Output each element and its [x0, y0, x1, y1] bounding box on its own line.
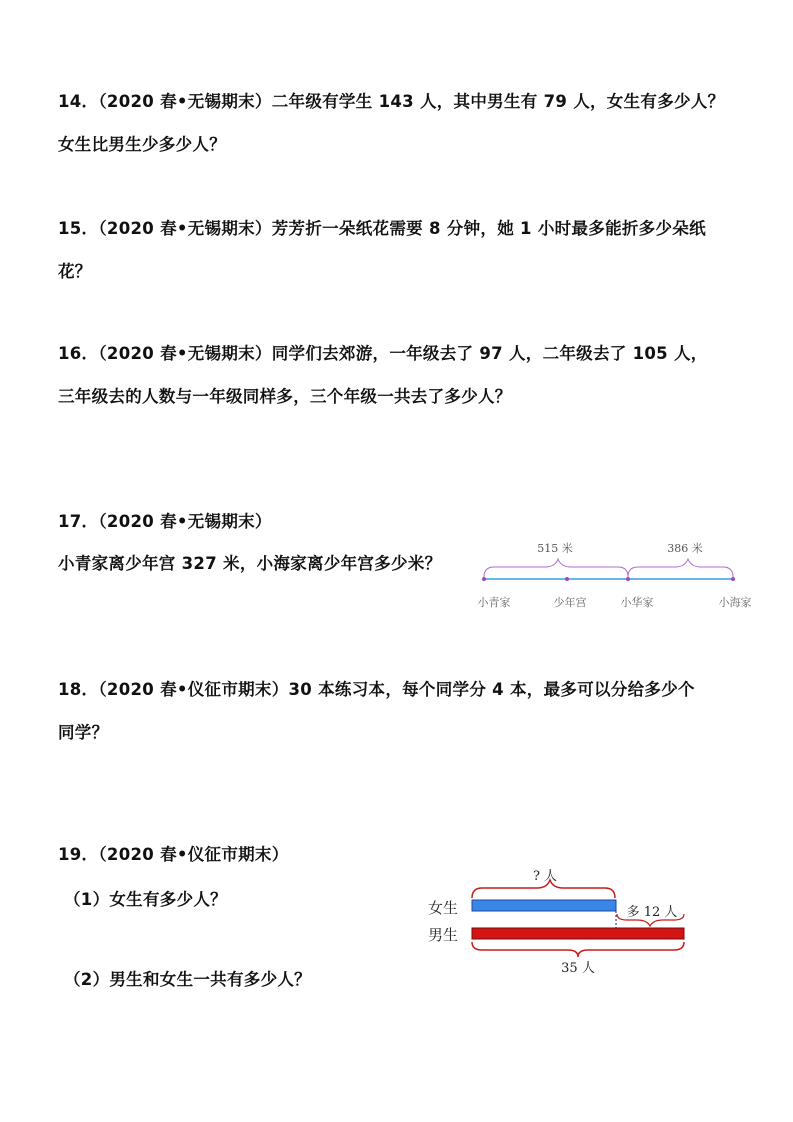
girls-label: 女生 — [428, 899, 459, 917]
total-label: 35 人 — [561, 961, 595, 976]
q17-line2: 小青家离少年宫 327 米，小海家离少年宫多少米？ — [58, 554, 442, 573]
label-xiaohai: 小海家 — [718, 596, 752, 609]
boys-label: 男生 — [428, 926, 459, 944]
q14-line2: 女生比男生少多少人？ — [58, 135, 226, 154]
label-shaoniangong: 少年宫 — [553, 596, 587, 609]
difference-label: 多 12 人 — [626, 905, 678, 920]
q19-sub1: （1）女生有多少人？ — [64, 890, 227, 909]
point-xiaohai — [731, 577, 735, 581]
distance-line-diagram — [470, 535, 770, 615]
label-xiaohua: 小华家 — [620, 596, 654, 609]
q15-line2: 花？ — [58, 262, 92, 281]
point-xiaohua — [626, 577, 630, 581]
girls-bar — [472, 900, 616, 911]
boys-bar — [472, 928, 684, 939]
q16-line1: 16．（2020 春•无锡期末）同学们去郊游，一年级去了 97 人，二年级去了 105 人， — [58, 344, 708, 363]
label-xiaoqing: 小青家 — [477, 596, 511, 609]
q15-line1: 15．（2020 春•无锡期末）芳芳折一朵纸花需要 8 分钟，她 1 小时最多能折多少朵纸 — [58, 219, 706, 238]
q19-line1: 19．（2020 春•仪征市期末） — [58, 845, 289, 864]
q17-line1: 17．（2020 春•无锡期末） — [58, 512, 272, 531]
point-xiaoqing — [482, 577, 486, 581]
q19-sub2: （2）男生和女生一共有多少人？ — [64, 970, 311, 989]
bar-model-diagram — [420, 862, 700, 977]
brace-515 — [484, 559, 628, 577]
total-brace — [472, 942, 684, 957]
q14-line1: 14．（2020 春•无锡期末）二年级有学生 143 人，其中男生有 79 人，女生有多少人？ — [58, 92, 725, 111]
brace-386 — [628, 559, 733, 577]
distance-label-515: 515 米 — [537, 542, 573, 555]
q18-line2: 同学？ — [58, 723, 109, 742]
point-shaoniangong — [565, 577, 569, 581]
q18-line1: 18．（2020 春•仪征市期末）30 本练习本，每个同学分 4 本，最多可以分给多少个 — [58, 680, 695, 699]
distance-label-386: 386 米 — [667, 542, 703, 555]
girls-unknown-label: ? 人 — [532, 869, 558, 884]
q16-line2: 三年级去的人数与一年级同样多，三个年级一共去了多少人？ — [58, 387, 512, 406]
